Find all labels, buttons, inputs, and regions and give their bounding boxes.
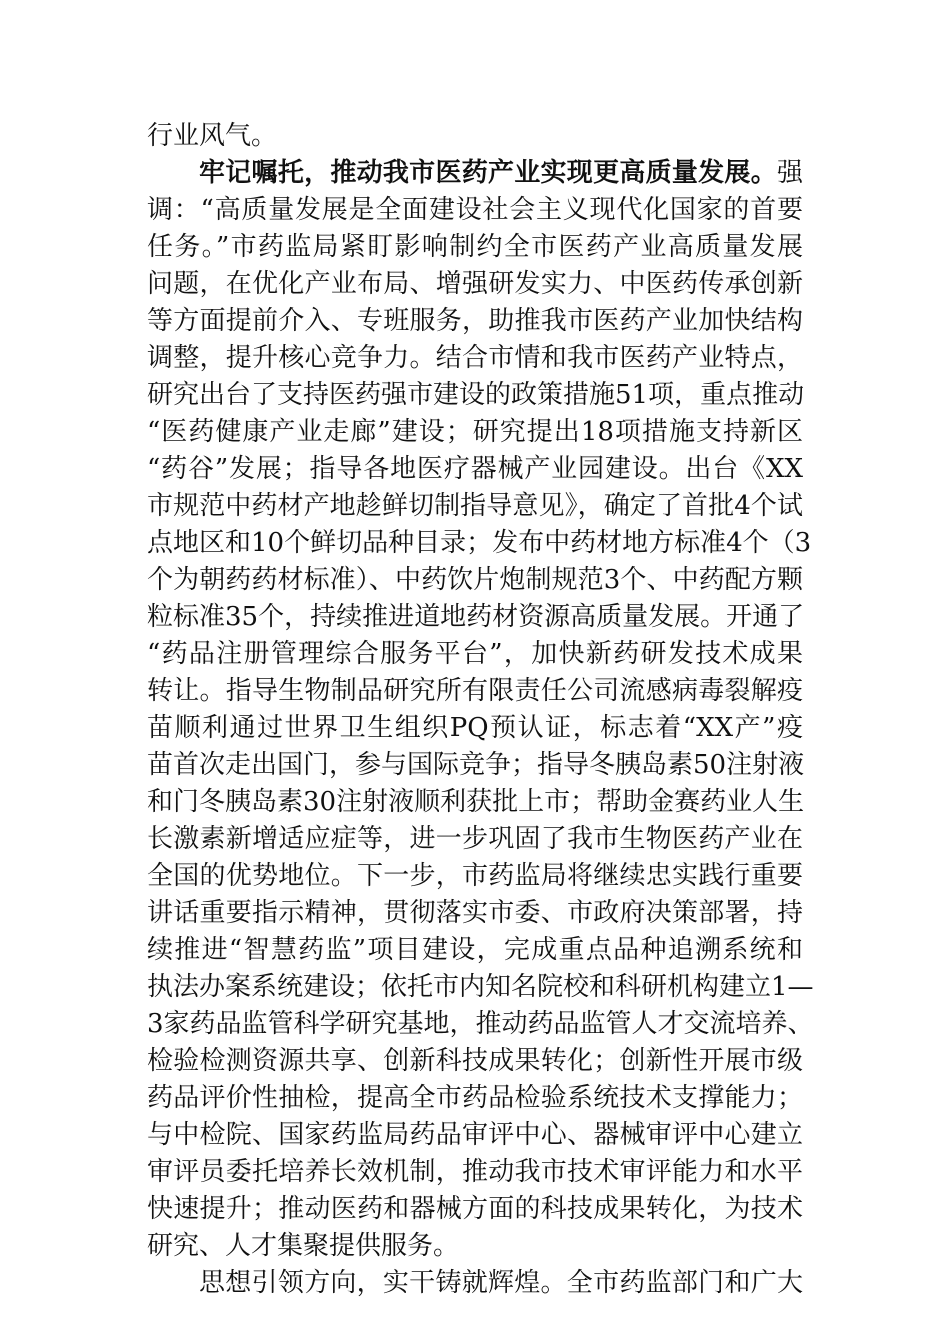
text-line: 研究出台了支持医药强市建设的政策措施51项，重点推动 bbox=[147, 380, 805, 410]
text-fragment: 强 bbox=[776, 158, 803, 188]
text-line: 与中检院、国家药监局药品审评中心、器械审评中心建立 bbox=[147, 1120, 803, 1150]
text-line: “医药健康产业走廊”建设；研究提出18项措施支持新区 bbox=[147, 417, 803, 447]
text-line: 粒标准35个，持续推进道地药材资源高质量发展。开通了 bbox=[147, 602, 805, 632]
text-line: 审评员委托培养长效机制，推动我市技术审评能力和水平 bbox=[147, 1157, 803, 1187]
text-line: 行业风气。 bbox=[147, 121, 278, 151]
text-line: 转让。指导生物制品研究所有限责任公司流感病毒裂解疫 bbox=[147, 676, 803, 706]
text-line: “药品注册管理综合服务平台”，加快新药研发技术成果 bbox=[147, 639, 803, 669]
text-line: 和门冬胰岛素30注射液顺利获批上市；帮助金赛药业人生 bbox=[147, 787, 805, 817]
text-line: 研究、人才集聚提供服务。 bbox=[147, 1231, 460, 1261]
text-line: 问题，在优化产业布局、增强研发实力、中医药传承创新 bbox=[147, 269, 803, 299]
text-line: 检验检测资源共享、创新科技成果转化；创新性开展市级 bbox=[147, 1046, 803, 1076]
text-line: 执法办案系统建设；依托市内知名院校和科研机构建立1— bbox=[147, 972, 814, 1002]
text-line: 调：“高质量发展是全面建设社会主义现代化国家的首要 bbox=[147, 195, 803, 225]
text-line: “药谷”发展；指导各地医疗器械产业园建设。出台《XX bbox=[147, 454, 803, 484]
text-line: 个为朝药药材标准）、中药饮片炮制规范3个、中药配方颗 bbox=[147, 565, 803, 595]
text-line: 讲话重要指示精神，贯彻落实市委、市政府决策部署，持 bbox=[147, 898, 803, 928]
text-line: 调整，提升核心竞争力。结合市情和我市医药产业特点， bbox=[147, 343, 803, 373]
text-line: 市规范中药材产地趁鲜切制指导意见》，确定了首批4个试 bbox=[147, 491, 803, 521]
text-line: 全国的优势地位。下一步，市药监局将继续忠实践行重要 bbox=[147, 861, 803, 891]
text-line: 3家药品监管科学研究基地，推动药品监管人才交流培养、 bbox=[147, 1009, 814, 1039]
text-line: 苗顺利通过世界卫生组织PQ预认证，标志着“XX产”疫 bbox=[147, 713, 803, 743]
text-line: 药品评价性抽检，提高全市药品检验系统技术支撑能力； bbox=[147, 1083, 803, 1113]
text-line: 续推进“智慧药监”项目建设，完成重点品种追溯系统和 bbox=[147, 935, 803, 965]
text-line: 等方面提前介入、专班服务，助推我市医药产业加快结构 bbox=[147, 306, 803, 336]
text-line: 点地区和10个鲜切品种目录；发布中药材地方标准4个（3 bbox=[147, 528, 812, 558]
text-line: 快速提升；推动医药和器械方面的科技成果转化，为技术 bbox=[147, 1194, 803, 1224]
section-heading: 牢记嘱托，推动我市医药产业实现更高质量发展。 bbox=[199, 158, 777, 188]
text-line: 任务。”市药监局紧盯影响制约全市医药产业高质量发展 bbox=[147, 232, 803, 262]
section-heading-line bbox=[199, 155, 803, 192]
text-line: 苗首次走出国门，参与国际竞争；指导冬胰岛素50注射液 bbox=[147, 750, 805, 780]
text-line: 长激素新增适应症等，进一步巩固了我市生物医药产业在 bbox=[147, 824, 803, 854]
text-line: 思想引领方向，实干铸就辉煌。全市药监部门和广大 bbox=[199, 1268, 803, 1298]
